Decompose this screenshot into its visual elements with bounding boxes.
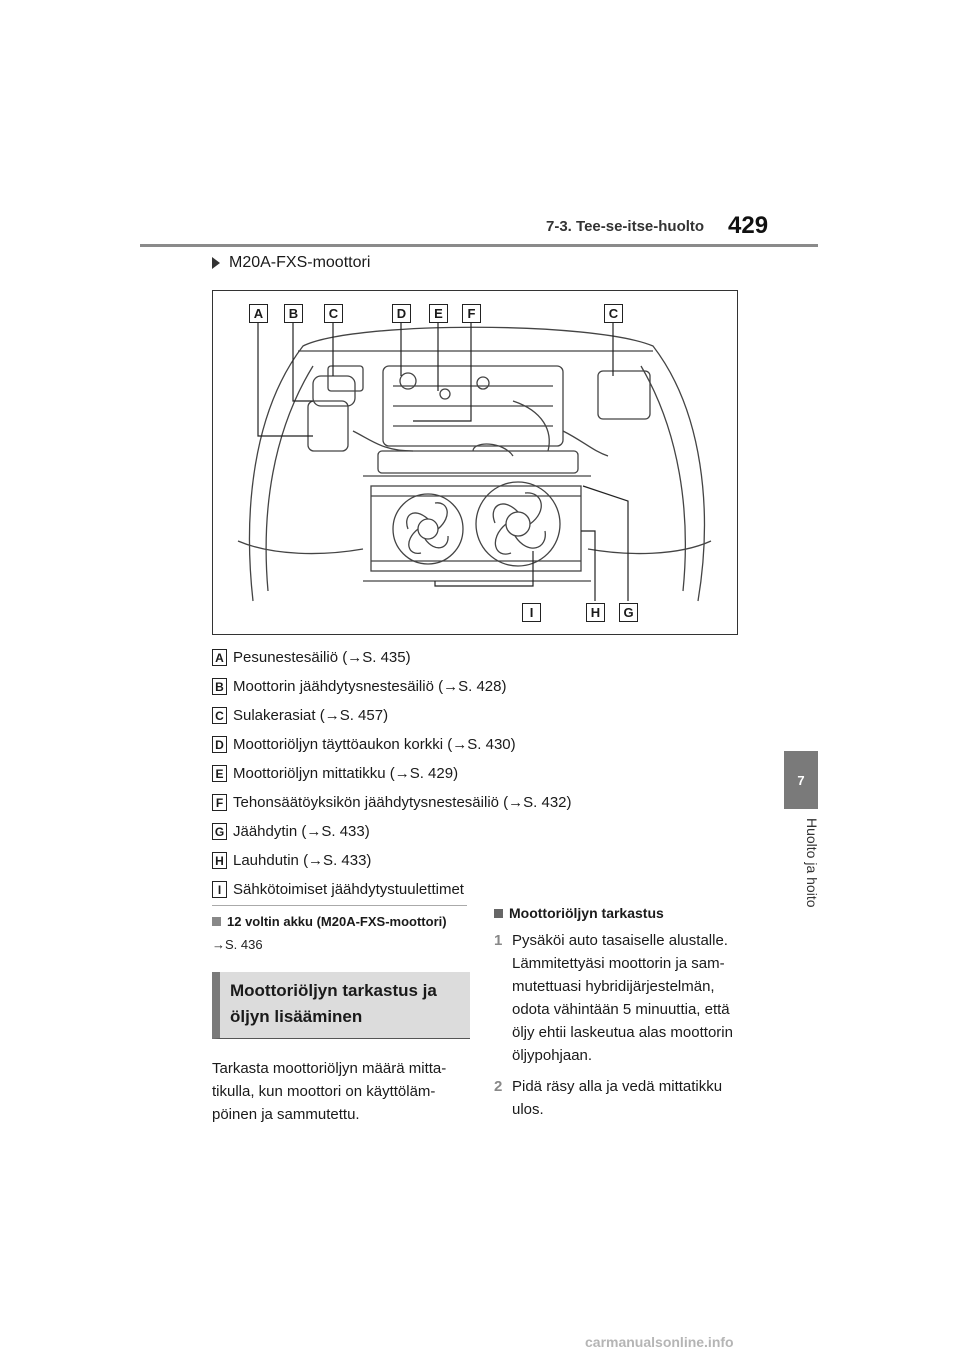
oil-section-heading xyxy=(212,972,470,1039)
oil-check-heading xyxy=(494,905,754,921)
callout-text: Sähkötoimiset jäähdytystuulettimet xyxy=(233,881,464,898)
figure-label-g: G xyxy=(619,603,638,622)
step-item xyxy=(494,929,754,1067)
square-bullet-icon xyxy=(212,917,221,926)
callout-letter: E xyxy=(212,765,227,782)
right-column xyxy=(494,905,754,1121)
step-number: 2 xyxy=(494,1078,503,1095)
section-title: 7-3. Tee-se-itse-huolto xyxy=(546,218,705,235)
callout-text: Lauhdutin (→S. 433) xyxy=(233,852,372,869)
callout-item xyxy=(212,672,752,701)
header-divider xyxy=(140,244,818,247)
figure-label-d: D xyxy=(392,304,411,323)
battery-divider xyxy=(212,905,467,906)
figure-label-i: I xyxy=(522,603,541,622)
figure-label-layer xyxy=(213,291,736,633)
footer-watermark[interactable]: carmanualsonline.info xyxy=(585,1334,734,1350)
square-bullet-icon xyxy=(494,909,503,918)
triangle-bullet-icon xyxy=(212,257,220,269)
oil-heading-line2: öljyn lisääminen xyxy=(230,1007,363,1026)
callout-letter: F xyxy=(212,794,227,811)
callout-item xyxy=(212,701,752,730)
left-column xyxy=(212,905,470,1126)
callout-text: Tehonsäätöyksikön jäähdytysnestesäiliö (→S. 432) xyxy=(233,794,572,811)
engine-label: M20A-FXS-moottori xyxy=(229,254,371,271)
callout-text: Jäähdytin (→S. 433) xyxy=(233,823,370,840)
battery-title: 12 voltin akku (M20A-FXS-moottori) xyxy=(227,914,447,929)
figure-label-e: E xyxy=(429,304,448,323)
callout-item xyxy=(212,875,752,904)
engine-bay-figure xyxy=(212,290,738,635)
step-item xyxy=(494,1075,754,1121)
battery-reference: →S. 436 xyxy=(212,937,263,952)
callout-letter: A xyxy=(212,649,227,666)
figure-label-a: A xyxy=(249,304,268,323)
callout-item xyxy=(212,788,752,817)
figure-label-h: H xyxy=(586,603,605,622)
callout-letter: B xyxy=(212,678,227,695)
oil-heading-line1: Moottoriöljyn tarkastus ja xyxy=(230,981,437,1000)
figure-label-f: F xyxy=(462,304,481,323)
callout-item xyxy=(212,817,752,846)
callout-text: Sulakerasiat (→S. 457) xyxy=(233,707,389,724)
callout-item xyxy=(212,846,752,875)
page-number: 429 xyxy=(728,212,769,239)
callout-text: Moottorin jäähdytysnestesäiliö (→S. 428) xyxy=(233,678,507,695)
callout-item xyxy=(212,643,752,672)
step-number: 1 xyxy=(494,932,503,949)
figure-label-c-left: C xyxy=(324,304,343,323)
oil-intro-text: Tarkasta moottoriöljyn määrä mitta-tikulla, kun moottori on käyttöläm-pöinen ja sammutettu. xyxy=(212,1060,447,1123)
callout-list xyxy=(212,643,752,904)
callout-text: Pesunestesäiliö (→S. 435) xyxy=(233,649,411,666)
callout-letter: G xyxy=(212,823,227,840)
callout-letter: H xyxy=(212,852,227,869)
callout-item xyxy=(212,730,752,759)
battery-heading xyxy=(212,914,470,929)
chapter-label: Huolto ja hoito xyxy=(804,818,820,908)
figure-label-b: B xyxy=(284,304,303,323)
oil-check-title: Moottoriöljyn tarkastus xyxy=(509,905,664,921)
chapter-tab: 7 xyxy=(784,751,818,809)
callout-letter: I xyxy=(212,881,227,898)
callout-letter: D xyxy=(212,736,227,753)
callout-item xyxy=(212,759,752,788)
step-text: Pidä räsy alla ja vedä mittatikku ulos. xyxy=(512,1078,723,1118)
engine-label-row xyxy=(212,254,370,272)
step-text: Pysäköi auto tasaiselle alustalle. Lämmitettyäsi moottorin ja sam-mutettuasi hybridijärjestelmän, odota vähintään 5 minuuttia, että öljy ehtii laskeutua alas moottorin öljypohjaan. xyxy=(512,932,733,1064)
figure-label-c-right: C xyxy=(604,304,623,323)
callout-text: Moottoriöljyn mittatikku (→S. 429) xyxy=(233,765,459,782)
callout-letter: C xyxy=(212,707,227,724)
callout-text: Moottoriöljyn täyttöaukon korkki (→S. 430) xyxy=(233,736,516,753)
